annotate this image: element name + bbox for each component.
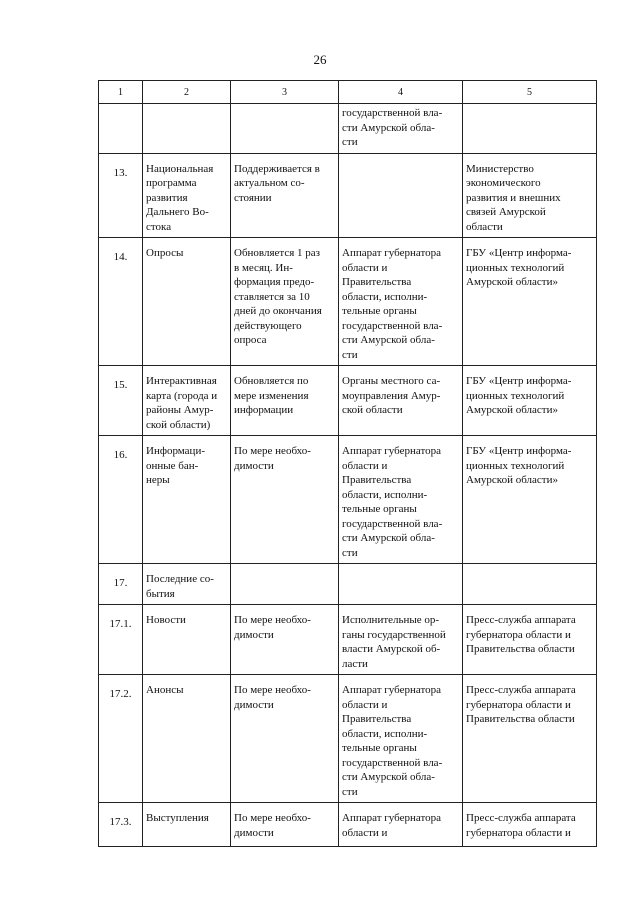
section-name-cell: Последние со- бытия xyxy=(143,564,231,605)
update-frequency-cell: Поддерживается в актуальном со- стоянии xyxy=(231,153,339,238)
update-frequency-cell: Обновляется 1 раз в месяц. Ин- формация предо- ставляется за 10 дней до окончания действующего опроса xyxy=(231,238,339,366)
info-source-cell xyxy=(339,153,463,238)
info-source-cell: Органы местного са- моуправления Амур- ской области xyxy=(339,366,463,436)
update-frequency-cell xyxy=(231,564,339,605)
update-frequency-cell: По мере необхо- димости xyxy=(231,803,339,847)
section-name-cell: Опросы xyxy=(143,238,231,366)
header-cell-col-2: 2 xyxy=(143,81,231,104)
responsible-cell xyxy=(463,564,597,605)
page-number: 26 xyxy=(313,52,327,67)
responsible-cell: Пресс-служба аппарата губернатора области и xyxy=(463,803,597,847)
update-frequency-cell xyxy=(231,104,339,154)
info-source-cell: Аппарат губернатора области и xyxy=(339,803,463,847)
table-row xyxy=(99,436,597,564)
table-row xyxy=(99,564,597,605)
row-number-cell: 15. xyxy=(99,366,143,436)
section-name-cell: Национальная программа развития Дальнего Во- стока xyxy=(143,153,231,238)
responsible-cell: ГБУ «Центр информа- ционных технологий Амурской области» xyxy=(463,436,597,564)
header-cell-col-4: 4 xyxy=(339,81,463,104)
row-number-cell: 17.3. xyxy=(99,803,143,847)
section-name-cell xyxy=(143,104,231,154)
table-row xyxy=(99,366,597,436)
row-number-cell: 13. xyxy=(99,153,143,238)
info-source-cell xyxy=(339,564,463,605)
responsible-cell xyxy=(463,104,597,154)
header-cell-col-3: 3 xyxy=(231,81,339,104)
responsible-cell: Министерство экономического развития и внешних связей Амурской области xyxy=(463,153,597,238)
header-cell-col-1: 1 xyxy=(99,81,143,104)
row-number-cell xyxy=(99,104,143,154)
responsible-cell: Пресс-служба аппарата губернатора области и Правительства области xyxy=(463,605,597,675)
section-name-cell: Выступления xyxy=(143,803,231,847)
section-name-cell: Интерактивная карта (города и районы Амур- ской области) xyxy=(143,366,231,436)
row-number-cell: 17.2. xyxy=(99,675,143,803)
table-row xyxy=(99,675,597,803)
responsible-cell: ГБУ «Центр информа- ционных технологий Амурской области» xyxy=(463,238,597,366)
table-row xyxy=(99,605,597,675)
update-frequency-cell: По мере необхо- димости xyxy=(231,436,339,564)
table-row xyxy=(99,238,597,366)
info-source-cell: Аппарат губернатора области и Правительства области, исполни- тельные органы государственной вла- сти Амурской обла- сти xyxy=(339,675,463,803)
row-number-cell: 14. xyxy=(99,238,143,366)
update-frequency-cell: По мере необхо- димости xyxy=(231,675,339,803)
responsible-cell: ГБУ «Центр информа- ционных технологий Амурской области» xyxy=(463,366,597,436)
row-number-cell: 17.1. xyxy=(99,605,143,675)
document-table xyxy=(98,80,597,847)
row-number-cell: 17. xyxy=(99,564,143,605)
section-name-cell: Информаци- онные бан- неры xyxy=(143,436,231,564)
info-source-cell: Аппарат губернатора области и Правительства области, исполни- тельные органы государственной вла- сти Амурской обла- сти xyxy=(339,238,463,366)
info-source-cell: государственной вла- сти Амурской обла- сти xyxy=(339,104,463,154)
table-row xyxy=(99,104,597,154)
info-source-cell: Исполнительные ор- ганы государственной власти Амурской об- ласти xyxy=(339,605,463,675)
table-row xyxy=(99,803,597,847)
info-source-cell: Аппарат губернатора области и Правительства области, исполни- тельные органы государственной вла- сти Амурской обла- сти xyxy=(339,436,463,564)
responsible-cell: Пресс-служба аппарата губернатора области и Правительства области xyxy=(463,675,597,803)
table-row xyxy=(99,153,597,238)
update-frequency-cell: Обновляется по мере изменения информации xyxy=(231,366,339,436)
header-cell-col-5: 5 xyxy=(463,81,597,104)
section-name-cell: Новости xyxy=(143,605,231,675)
section-name-cell: Анонсы xyxy=(143,675,231,803)
table-header-row xyxy=(99,81,597,104)
row-number-cell: 16. xyxy=(99,436,143,564)
update-frequency-cell: По мере необхо- димости xyxy=(231,605,339,675)
